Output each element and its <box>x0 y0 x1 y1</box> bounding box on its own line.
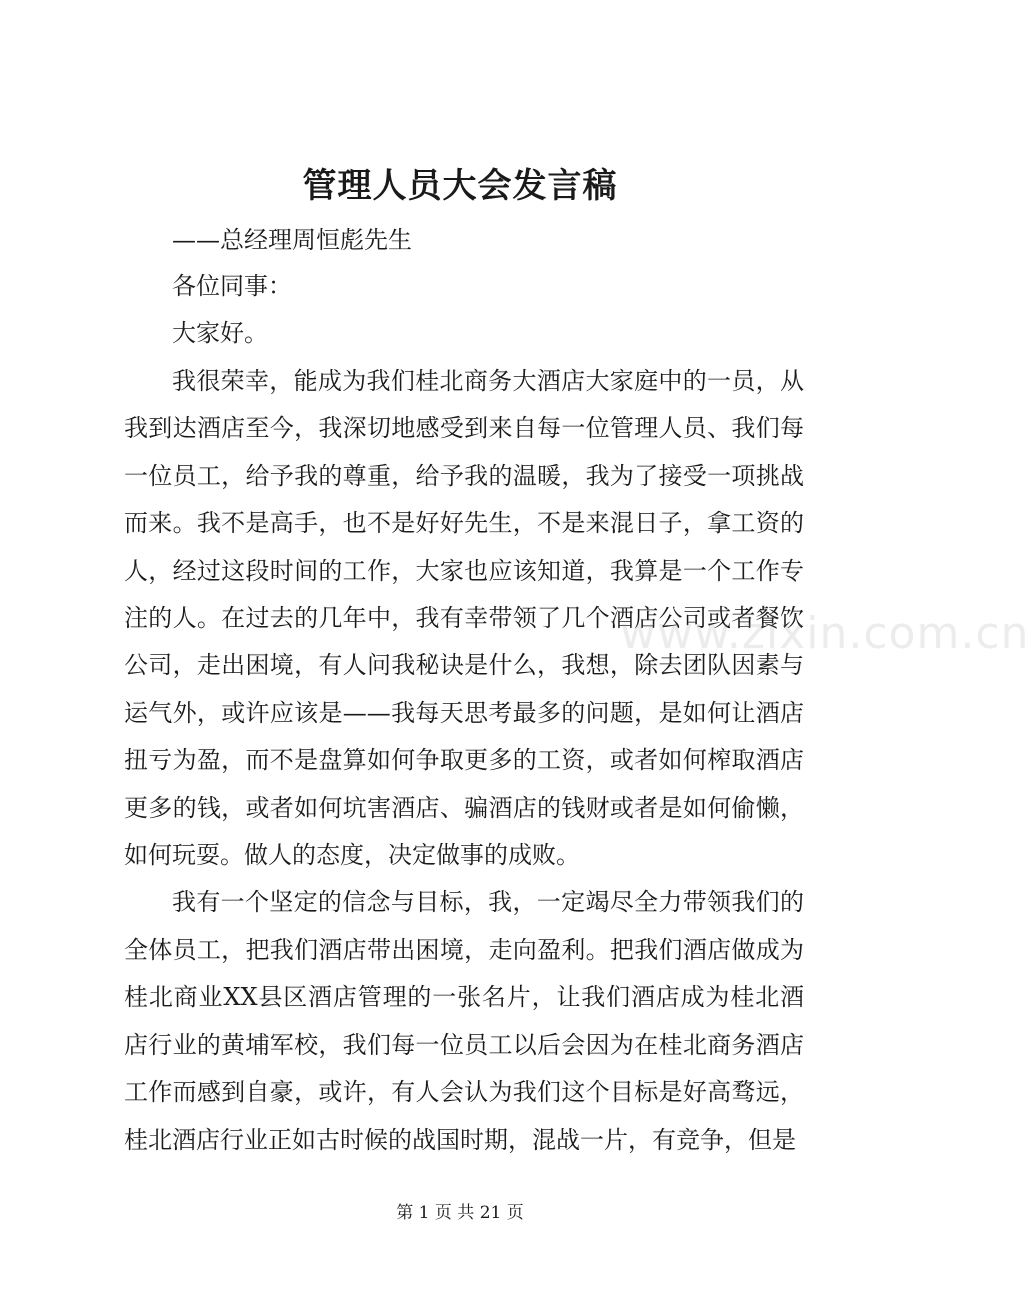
body-text <box>124 358 804 1164</box>
paragraph-2: 我有一个坚定的信念与目标，我，一定竭尽全力带领我们的全体员工，把我们酒店带出困境，走向盈利。把我们酒店做成为桂北商业XX县区酒店管理的一张名片，让我们酒店成为桂北酒店行业的黄埔军校，我们每一位员工以后会因为在桂北商务酒店工作而感到自豪，或许，有人会认为我们这个目标是好高骛远，桂北酒店行业正如古时候的战国时期，混战一片，有竞争，但是 <box>124 888 804 1154</box>
page-footer: 第 1 页 共 21 页 <box>396 1203 524 1223</box>
greeting: 大家好。 <box>172 319 268 347</box>
salutation: 各位同事： <box>172 272 292 300</box>
byline: ——总经理周恒彪先生 <box>172 226 412 254</box>
paragraph-1: 我很荣幸，能成为我们桂北商务大酒店大家庭中的一员，从我到达酒店至今，我深切地感受到来自每一位管理人员、我们每一位员工，给予我的尊重，给予我的温暖，我为了接受一项挑战而来。我不是高手，也不是好好先生，不是来混日子，拿工资的人，经过这段时间的工作，大家也应该知道，我算是一个工作专注的人。在过去的几年中，我有幸带领了几个酒店公司或者餐饮公司，走出困境，有人问我秘诀是什么，我想，除去团队因素与运气外，或许应该是——我每天思考最多的问题，是如何让酒店扭亏为盈，而不是盘算如何争取更多的工资，或者如何榨取酒店更多的钱，或者如何坑害酒店、骗酒店的钱财或者是如何偷懒，如何玩耍。做人的态度，决定做事的成败。 <box>124 367 804 870</box>
document-title: 管理人员大会发言稿 <box>302 166 618 206</box>
watermark: www.zixin.com.cn <box>620 608 1029 659</box>
